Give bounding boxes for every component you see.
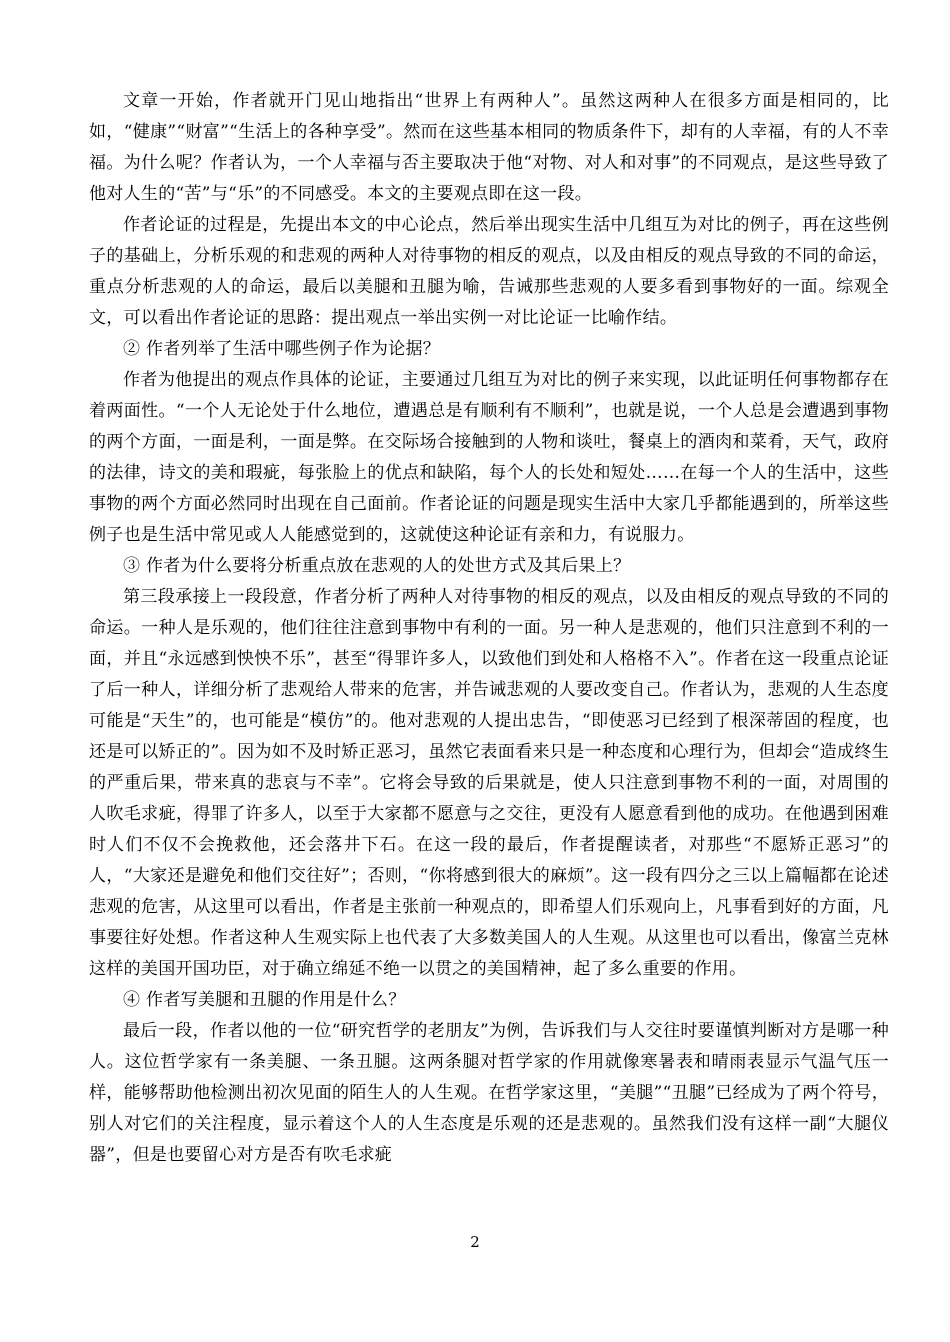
paragraph: 最后一段，作者以他的一位“研究哲学的老朋友”为例，告诉我们与人交往时要谨慎判断对方是哪一种人。这位哲学家有一条美腿、一条丑腿。这两条腿对哲学家的作用就像寒暑表和晴雨表显示气温气压一样，能够帮助他检测出初次见面的陌生人的人生观。在哲学家这里，“美腿”“丑腿”已经成为了两个符号，别人对它们的关注程度，显示着这个人的人生态度是乐观的还是悲观的。虽然我们没有这样一副“大腿仪器”，但是也要留心对方是否有吹毛求疵 bbox=[89, 1021, 889, 1165]
question-heading: ③ 作者为什么要将分析重点放在悲观的人的处世方式及其后果上？ bbox=[123, 556, 631, 576]
question-heading: ④ 作者写美腿和丑腿的作用是什么？ bbox=[123, 990, 406, 1010]
page-body bbox=[89, 86, 889, 1171]
paragraph: 第三段承接上一段段意，作者分析了两种人对待事物的相反的观点，以及由相反的观点导致的不同的命运。一种人是乐观的，他们往往注意到事物中有利的一面。另一种人是悲观的，他们只注意到不利的一面，并且“永远感到怏怏不乐”，甚至“得罪许多人，以致他们到处和人格格不入”。作者在这一段重点论证了后一种人，详细分析了悲观给人带来的危害，并告诫悲观的人要改变自己。作者认为，悲观的人生态度可能是“天生”的，也可能是“模仿”的。他对悲观的人提出忠告，“即使恶习已经到了根深蒂固的程度，也还是可以矫正的”。因为如不及时矫正恶习，虽然它表面看来只是一种态度和心理行为，但却会“造成终生的严重后果，带来真的悲哀与不幸”。它将会导致的后果就是，使人只注意到事物不利的一面，对周围的人吹毛求疵，得罪了许多人，以至于大家都不愿意与之交往，更没有人愿意看到他的成功。在他遇到困难时人们不仅不会挽救他，还会落井下石。在这一段的最后，作者提醒读者，对那些“不愿矫正恶习”的人，“大家还是避免和他们交往好”；否则，“你将感到很大的麻烦”。这一段有四分之三以上篇幅都在论述悲观的危害，从这里可以看出，作者是主张前一种观点的，即希望人们乐观向上，凡事看到好的方面，凡事要往好处想。作者这种人生观实际上也代表了大多数美国人的人生观。从这里也可以看出，像富兰克林这样的美国开国功臣，对于确立绵延不绝一以贯之的美国精神，起了多么重要的作用。 bbox=[89, 587, 889, 979]
page-number: 2 bbox=[470, 1233, 480, 1251]
paragraph: 作者论证的过程是，先提出本文的中心论点，然后举出现实生活中几组互为对比的例子，再在这些例子的基础上，分析乐观的和悲观的两种人对待事物的相反的观点，以及由相反的观点导致的不同的命运，重点分析悲观的人的命运，最后以美腿和丑腿为喻，告诫那些悲观的人要多看到事物好的一面。综观全文，可以看出作者论证的思路：提出观点一举出实例一对比论证一比喻作结。 bbox=[89, 215, 889, 328]
paragraph: 作者为他提出的观点作具体的论证，主要通过几组互为对比的例子来实现，以此证明任何事物都存在着两面性。“一个人无论处于什么地位，遭遇总是有顺利有不顺利”，也就是说，一个人总是会遭遇到事物的两个方面，一面是利，一面是弊。在交际场合接触到的人物和谈吐，餐桌上的酒肉和菜肴，天气，政府的法律，诗文的美和瑕疵，每张脸上的优点和缺陷，每个人的长处和短处……在每一个人的生活中，这些事物的两个方面必然同时出现在自己面前。作者论证的问题是现实生活中大家几乎都能遇到的，所举这些例子也是生活中常见或人人能感觉到的，这就使这种论证有亲和力，有说服力。 bbox=[89, 370, 889, 545]
question-heading: ② 作者列举了生活中哪些例子作为论据？ bbox=[123, 339, 441, 359]
paragraph: 文章一开始，作者就开门见山地指出“世界上有两种人”。虽然这两种人在很多方面是相同的，比如，“健康”“财富”“生活上的各种享受”。然而在这些基本相同的物质条件下，却有的人幸福，有的人不幸福。为什么呢？作者认为，一个人幸福与否主要取决于他“对物、对人和对事”的不同观点，是这些导致了他对人生的“苦”与“乐”的不同感受。本文的主要观点即在这一段。 bbox=[89, 91, 889, 204]
